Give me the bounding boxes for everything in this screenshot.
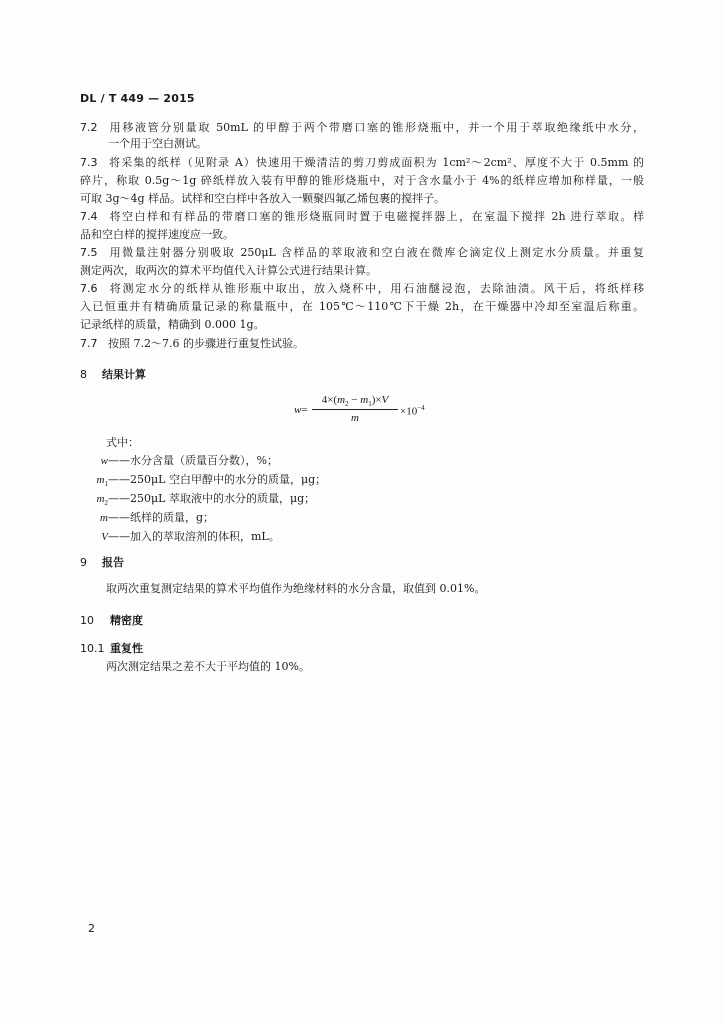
clause-7-5-line-2: 测定两次，取两次的算术平均值代入计算公式进行结果计算。 [80, 264, 377, 277]
definition-m2: $m_2——250\mu L$ 萃取液中的水分的质量，μg； [96, 492, 316, 508]
page-number: 2 [88, 922, 95, 935]
clause-7-7-line-1: 7.7 按照 7.2～7.6 的步骤进行重复性试验。 [80, 337, 304, 350]
section-8-heading: 8 结果计算 [80, 368, 146, 381]
clause-7-2-line-1: 7.2 用移液管分别量取 50mL 的甲醇于两个带磨口塞的锥形烧瓶中，并一个用于萃取绝缘纸中水分， [80, 121, 644, 134]
section-9-text: 取两次重复测定结果的算术平均值作为绝缘材料的水分含量，取值到 0.01%。 [106, 582, 486, 595]
clause-number: 7.6 [80, 282, 98, 295]
clause-number: 7.5 [80, 246, 98, 259]
fraction-bar [312, 409, 398, 410]
clause-7-3-line-2: 碎片，称取 0.5g～1g 碎纸样放入装有甲醇的锥形烧瓶中，对于含水量小于 4%的纸样应增加称样量，一般 [80, 174, 644, 187]
section-10-heading: 10 精密度 [80, 614, 143, 627]
clause-number: 7.2 [80, 121, 98, 134]
clause-7-2-line-2: 一个用于空白测试。 [108, 137, 207, 150]
standard-code-header: DL / T 449 — 2015 [80, 92, 195, 105]
clause-7-6-line-2: 入已恒重并有精确质量记录的称量瓶中，在 105℃～110℃下干燥 2h，在干燥器中冷却至室温后称重。 [80, 300, 644, 313]
definition-m: m——纸样的质量，g； [100, 511, 215, 524]
clause-7-6-line-1: 7.6 将测定水分的纸样从锥形瓶中取出，放入烧杯中，用石油醚浸泡，去除油渍。风干后，将纸样移 [80, 282, 644, 295]
clause-7-5-line-1: 7.5 用微量注射器分别吸取 250μL 含样品的萃取液和空白液在微库仑滴定仪上测定水分质量。并重复 [80, 246, 644, 259]
section-9-heading: 9 报告 [80, 556, 124, 569]
clause-number: 7.4 [80, 210, 98, 223]
section-10-1-heading: 10.1 重复性 [80, 642, 143, 655]
definition-w: w——水分含量（质量百分数），%； [100, 454, 278, 467]
definition-m1: $m_1——250\mu L$ 空白甲醇中的水分的质量，μg； [96, 473, 327, 489]
clause-number: 7.3 [80, 156, 98, 169]
clause-7-3-line-1: 7.3 将采集的纸样（见附录 A）快速用干燥清洁的剪刀剪成面积为 1cm²～2cm²、厚度不大于 0.5mm 的 [80, 156, 644, 169]
document-page: DL / T 449 — 2015 7.2 用移液管分别量取 50mL 的甲醇于两个带磨口塞的锥形烧瓶中，并一个用于萃取绝缘纸中水分， 一个用于空白测试。 7.3 将采集的纸样（见附录 A）快速用干燥清洁的剪刀剪成面积为 1cm²～2cm²、厚度不大于 0.5mm 的 碎片，称取 0.5g～1g 碎纸样放入装有甲醇的锥形烧瓶中，对于含水量小于 4%的纸样应增加称样量，一般 可取 3g～4g 样品。试样和空白样中各放入一颗聚四氟乙烯包裹的搅拌子。 7.4 将空白样和有样品的带磨口塞的锥形烧瓶同时置于电磁搅拌器上，在室温下搅拌 2h 进行萃取。样 品和空白样的搅拌速度应一致。 7.5 用微量注射器分别吸取 250μL 含样品的萃取液和空白液在微库仑滴定仪上测定水分质量。并重复 测定两次，取两次的算术平均值代入计算公式进行结果计算。 7.6 将测定水分的纸样从锥形瓶中取出，放入烧杯中，用石油醚浸泡，去除油渍。风干后，将纸样移 入已恒重并有精确质量记录的称量瓶中，在 105℃～110℃下干燥 2h，在干燥器中冷却至室温后称重。 记录纸样的质量，精确到 0.000 1g。 7.7 按照 7.2～7.6 的步骤进行重复性试验。 8 结果计算 w= $4\times(m_2 - m_1)\times V$ m $\times 10^{-4}$ 式中： w——水分含量（质量百分数），%； $m_1——250\mu L$ 空白甲醇中的水分的质量，μg； $m_2——250\mu L$ 萃取液中的水分的质量，μg； m——纸样的质量，g； V——加入的萃取溶剂的体积，mL。 9 报告 取两次重复测定结果的算术平均值作为绝缘材料的水分含量，取值到 0.01%。 10 精密度 10.1 重复性 两次测定结果之差不大于平均值的 10%。 2 [0, 0, 724, 1024]
where-label: 式中： [106, 436, 139, 449]
section-10-1-text: 两次测定结果之差不大于平均值的 10%。 [106, 660, 310, 673]
clause-number: 7.7 [80, 337, 98, 350]
clause-7-6-line-3: 记录纸样的质量，精确到 0.000 1g。 [80, 318, 265, 331]
clause-7-4-line-1: 7.4 将空白样和有样品的带磨口塞的锥形烧瓶同时置于电磁搅拌器上，在室温下搅拌 2h 进行萃取。样 [80, 210, 644, 223]
clause-7-4-line-2: 品和空白样的搅拌速度应一致。 [80, 228, 234, 241]
clause-7-3-line-3: 可取 3g～4g 样品。试样和空白样中各放入一颗聚四氟乙烯包裹的搅拌子。 [80, 192, 446, 205]
definition-v: V——加入的萃取溶剂的体积，mL。 [101, 530, 280, 543]
